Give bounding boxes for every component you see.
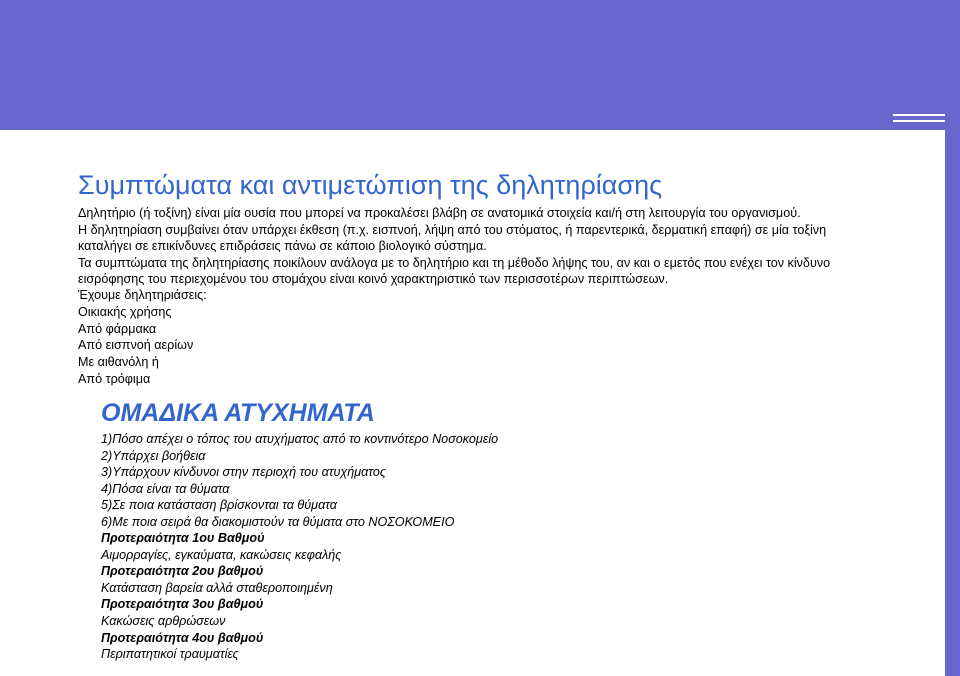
checklist-item: 1)Πόσο απέχει ο τόπος του ατυχήματος από το κοντινότερο Νοσοκομείο [101,432,499,446]
checklist-item: 5)Σε ποια κατάσταση βρίσκονται τα θύματα [101,498,337,513]
priority-label: Προτεραιότητα 4ου βαθμού [101,630,264,645]
priority-description: Κακώσεις αρθρώσεων [101,614,226,629]
decorative-line [893,120,945,122]
checklist-item: 6)Με ποια σειρά θα διακομιστούν τα θύματα στο ΝΟΣΟΚΟΜΕΙΟ [101,514,455,529]
checklist-item: 4)Πόσα είναι τα θύματα [101,481,230,496]
header-band [0,0,960,130]
list-item: Από φάρμακα [78,321,157,336]
decorative-line [893,114,945,116]
list-item: Από τρόφιμα [78,371,151,386]
priority-label: Προτεραιότητα 2ου βαθμού [101,564,264,579]
intro-text [78,205,933,288]
mass-accident-checklist [101,431,498,663]
priority-label: Προτεραιότητα 1ου Βαθμού [101,531,265,546]
paragraph-line: Η δηλητηρίαση συμβαίνει όταν υπάρχει έκθεση (π.χ. εισπνοή, λήψη από του στόματος, ή παρεντερικά, δερματική επαφή) σε μία τοξίνη [78,222,827,237]
list-item: Οικιακής χρήσης [78,304,172,319]
paragraph-line: εισρόφησης του περιεχομένου του στομάχου είναι κοινό χαρακτηριστικό των περισσοτέρων περιπτώσεων. [78,272,669,287]
list-heading: Έχουμε δηλητηριάσεις: [78,288,207,302]
paragraph-line: Δηλητήριο (ή τοξίνη) είναι μία ουσία που μπορεί να προκαλέσει βλάβη σε ανατομικά στοιχεία και/ή στη λειτουργία του οργανισμού. [78,206,801,220]
section-title: ΟΜΑΔΙΚΑ ΑΤΥΧΗΜΑΤΑ [101,399,375,427]
poisoning-types-list [78,287,207,388]
list-item: Με αιθανόλη ή [78,355,159,370]
priority-label: Προτεραιότητα 3ου βαθμού [101,597,264,612]
priority-description: Κατάσταση βαρεία αλλά σταθεροποιημένη [101,580,333,595]
side-band [945,0,960,676]
priority-description: Περιπατητικοί τραυματίες [101,647,239,662]
checklist-item: 2)Υπάρχει βοήθεια [101,448,206,463]
list-item: Από εισπνοή αερίων [78,338,194,353]
checklist-item: 3)Υπάρχουν κίνδυνοι στην περιοχή του ατυχήματος [101,465,387,480]
paragraph-line: καταλήγει σε επικίνδυνες επιδράσεις πάνω σε κάποιο βιολογικό σύστημα. [78,239,487,254]
paragraph-line: Τα συμπτώματα της δηλητηρίασης ποικίλουν ανάλογα με το δηλητήριο και τη μέθοδο λήψης του, αν και ο εμετός που ενέχει τον κίνδυνο [78,255,831,270]
priority-description: Αιμορραγίες, εγκαύματα, κακώσεις κεφαλής [101,547,342,562]
slide-title: Συμπτώματα και αντιμετώπιση της δηλητηρίασης [78,170,663,200]
